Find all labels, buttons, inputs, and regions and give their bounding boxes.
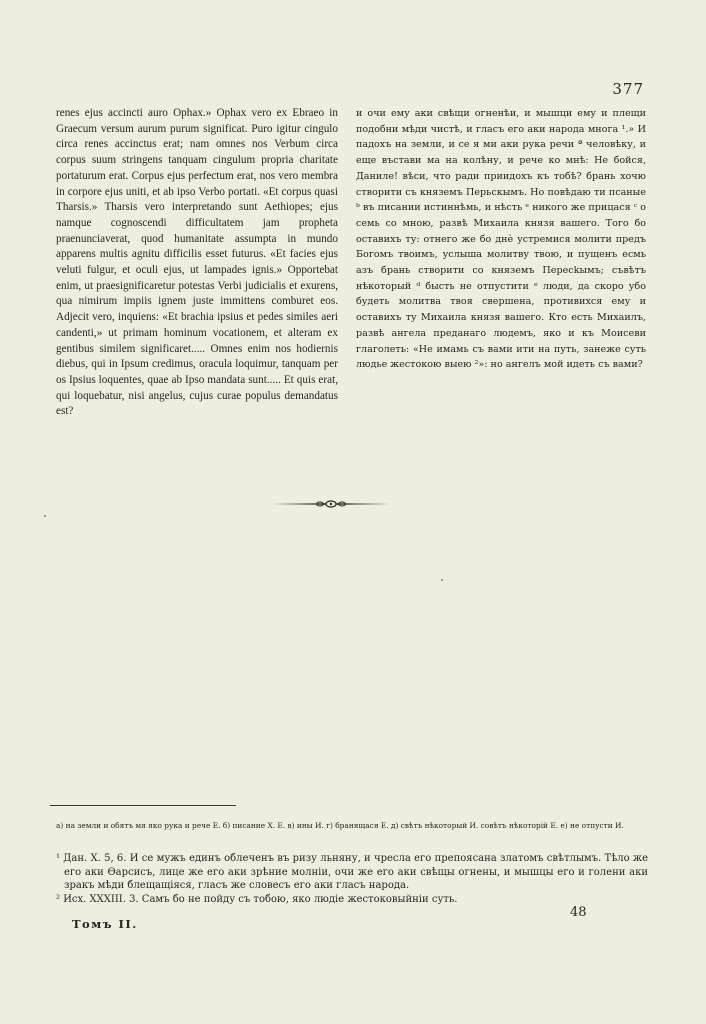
paper-speck (44, 515, 46, 517)
paper-speck (441, 579, 443, 581)
footnote: ² Исх. XXXIII. 3. Самъ бо не пойду съ тобою, яко людіе жестоковыйніи суть. (56, 893, 458, 905)
latin-column: renes ejus accincti auro Ophax.» Ophax vero ex Ebraeo in Graecum versum aurum purum significat. Puro igitur cingulo circa renes accinctus erat; nam omnes nos Verbum circa corpus suum stringens tanquam cingulum propria charitate portaturum erat. Corpus ejus perfectum erat, nos vero membra in corpore ejus uniti, et ab ipso Verbo portati. «Et corpus quasi Tharsis.» Tharsis vero interpretando sunt Aethiopes; ejus namque cognoscendi difficultatem jam propheta praenunciaverat, quod humanitate assumpta in mundo apparens multis agnitu difficilis esset futurus. «Et facies ejus veluti fulgur, et oculi ejus, ut lampades ignis.» Opportebat enim, ut praesignificaretur potestas Verbi judicialis et exurens, qua nimirum impiis ignem juste immittens comburet eos. Adjecit vero, inquiens: «Et brachia ipsius et pedes similes aeri candenti,» ut primam hominum vocationem, et alteram ex gentibus similem significaret..... Omnes enim nos hodiernis diebus, qui in Ipsum credimus, oracula loquimur, tanquam per os Ipsius loquentes, quae ab Ipso mandata sunt..... Et quis erat, qui loquebatur, nisi angelus, cujus curae populus demandatus est? (56, 107, 338, 418)
volume-label: Томъ II. (72, 917, 138, 931)
signature-mark: 48 (570, 905, 587, 920)
variant-readings: а) на земли и обятъ мя яко рука и рече Е. б) писание Х. Е. в) ины И. г) бранящася Е. д) свѣтъ нѣкоторый И. совѣтъ нѣкоторій Е. е) не отпусти И. (56, 821, 624, 830)
footnotes (56, 852, 648, 906)
footnote: ¹ Дан. X. 5, 6. И се мужъ единъ облеченъ въ ризу льняну, и чресла его препоясана златомъ свѣтлымъ. Тѣло же его аки Ѳарсисъ, лице же его аки зрѣние молніи, очи же его аки свѣщы огнены, и мышцы его и голени аки зракъ мѣди блещащіяся, гласъ же словесъ его аки гласъ народа. (56, 853, 648, 892)
ornament-divider (270, 497, 392, 511)
slavonic-column: и очи ему аки свѣщи огненѣи, и мышци ему и плещи подобни мѣди чистѣ, и гласъ его аки народа многа ¹.» И падохъ на земли, и се я ми аки рука речи ª человѣку, и еще въстави ма на колѣну, и рече ко мнѣ: Не бойся, Даниле! вѣси, что ради приидохъ къ тобѣ? брань хочю створити съ княземъ Перьскымъ. Но повѣдаю ти псаные ᵇ въ писании истиннѣмь, и нѣсть ᵉ никого же прицася ᶜ о семь со мною, развѣ Михаила князя вашего. Того бо оставихъ ту: отнего же бо днѐ устремися молити предъ Богомъ твоимъ, услыша молитву твою, и пущенъ есмь азъ брань створити со княземъ Пересkымъ; съвѣтъ нѣкоторый ᵈ бысть не отпустити ᵉ люди, да скоро убо будеть молитва твоя свершена, противихся ему и оставихъ ту Михаила князя вашего. Кто есть Михаилъ, развѣ ангела преданаго людемъ, яко и къ Моисеви глаголеть: «Не имамь съ вами ити на путь, занеже суть людье жестокою выею ²»: но ангелъ мой идеть съ вами? (356, 108, 646, 371)
page-number: 377 (612, 80, 644, 98)
footnote-rule (50, 805, 236, 806)
